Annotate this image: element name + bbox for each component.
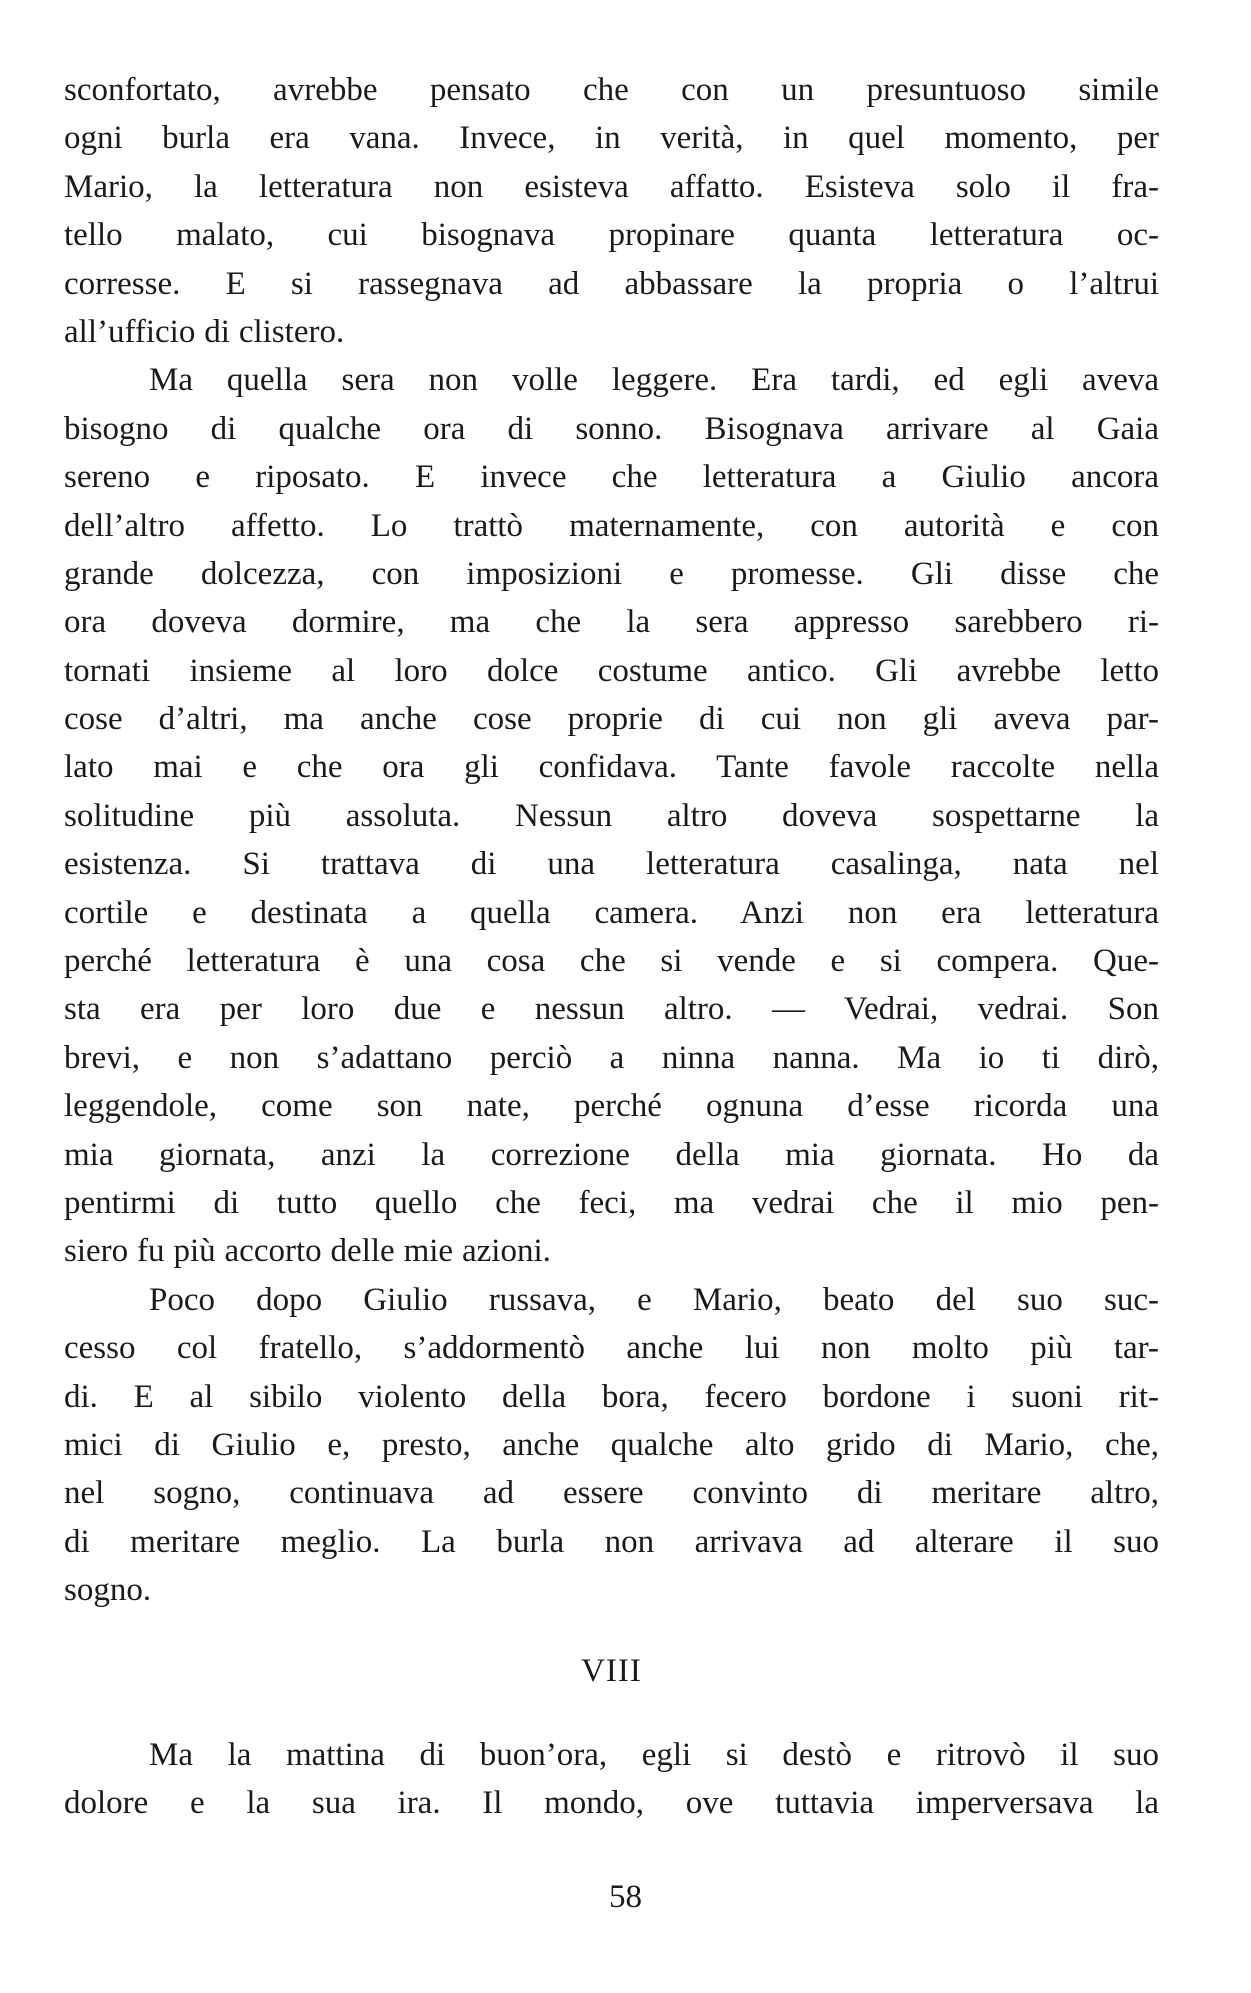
text-line: cose d’altri, ma anche cose proprie di cui non gli aveva par-: [64, 701, 1159, 738]
text-line: nel sogno, continuava ad essere convinto di meritare altro,: [64, 1475, 1159, 1512]
chapter-heading: VIII: [581, 1653, 642, 1689]
text-line: cortile e destinata a quella camera. Anzi non era letteratura: [64, 894, 1159, 931]
text-line: brevi, e non s’adattano perciò a ninna nanna. Ma io ti dirò,: [64, 1039, 1159, 1076]
text-line: sogno.: [64, 1572, 152, 1609]
text-line: di. E al sibilo violento della bora, fecero bordone i suoni rit-: [64, 1378, 1159, 1415]
text-line: Ma la mattina di buon’ora, egli si destò e ritrovò il suo: [149, 1737, 1159, 1773]
text-line: sconfortato, avrebbe pensato che con un presuntuoso simile: [64, 72, 1159, 108]
text-line: pentirmi di tutto quello che feci, ma vedrai che il mio pen-: [64, 1184, 1159, 1221]
text-line: all’ufficio di clistero.: [64, 313, 345, 350]
text-line: sereno e riposato. E invece che letteratura a Giulio ancora: [64, 459, 1159, 496]
text-line: esistenza. Si trattava di una letteratura casalinga, nata nel: [64, 846, 1159, 883]
text-line: leggendole, come son nate, perché ognuna d’esse ricorda una: [64, 1088, 1159, 1125]
text-line: Poco dopo Giulio russava, e Mario, beato del suo suc-: [149, 1281, 1159, 1318]
text-line: sta era per loro due e nessun altro. — Vedrai, vedrai. Son: [64, 991, 1159, 1028]
paragraph: [64, 1731, 1159, 1828]
text-line: Ma quella sera non volle leggere. Era tardi, ed egli aveva: [149, 362, 1159, 399]
text-line: lato mai e che ora gli confidava. Tante favole raccolte nella: [64, 749, 1159, 786]
text-line: solitudine più assoluta. Nessun altro doveva sospettarne la: [64, 797, 1159, 834]
text-line: corresse. E si rassegnava ad abbassare la propria o l’altrui: [64, 265, 1159, 302]
text-line: ora doveva dormire, ma che la sera appresso sarebbero ri-: [64, 604, 1159, 641]
text-line: mia giornata, anzi la correzione della mia giornata. Ho da: [64, 1136, 1159, 1173]
text-line: bisogno di qualche ora di sonno. Bisognava arrivare al Gaia: [64, 410, 1159, 447]
body-text-continued: [64, 1731, 1159, 1828]
text-line: ogni burla era vana. Invece, in verità, in quel momento, per: [64, 120, 1159, 157]
body-text: [64, 66, 1159, 1615]
text-line: dolore e la sua ira. Il mondo, ove tuttavia imperversava la: [64, 1785, 1159, 1822]
text-line: perché letteratura è una cosa che si vende e si compera. Que-: [64, 943, 1159, 980]
page-number: 58: [609, 1879, 642, 1915]
text-line: siero fu più accorto delle mie azioni.: [64, 1233, 551, 1270]
text-line: tello malato, cui bisognava propinare quanta letteratura oc-: [64, 217, 1159, 254]
text-line: mici di Giulio e, presto, anche qualche alto grido di Mario, che,: [64, 1426, 1159, 1463]
paragraph: [64, 1276, 1159, 1615]
text-line: di meritare meglio. La burla non arrivava ad alterare il suo: [64, 1523, 1159, 1560]
text-line: tornati insieme al loro dolce costume antico. Gli avrebbe letto: [64, 652, 1159, 689]
text-line: Mario, la letteratura non esisteva affatto. Esisteva solo il fra-: [64, 168, 1159, 205]
paragraph: [64, 66, 1159, 356]
text-line: cesso col fratello, s’addormentò anche lui non molto più tar-: [64, 1330, 1159, 1367]
paragraph: [64, 356, 1159, 1275]
text-line: grande dolcezza, con imposizioni e promesse. Gli disse che: [64, 555, 1159, 592]
text-line: dell’altro affetto. Lo trattò maternamente, con autorità e con: [64, 507, 1159, 544]
